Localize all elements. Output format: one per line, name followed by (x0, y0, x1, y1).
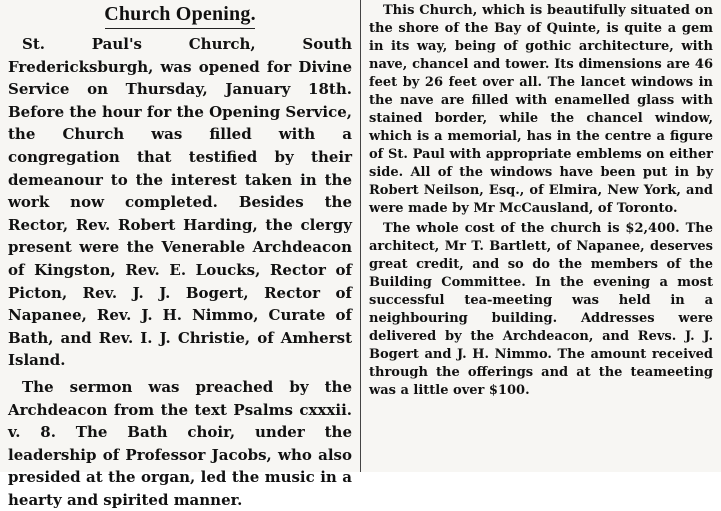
headline-underline (105, 28, 255, 29)
left-column (0, 0, 360, 509)
article-headline: Church Opening. (104, 3, 256, 25)
right-column (361, 0, 721, 472)
right-paragraph-1: This Church, which is beautifully situated on the shore of the Bay of Quinte, is quite a gem in its way, being of gothic architecture, with nave, chancel and tower. Its dimensions are 46 feet by 26 feet over all. The lancet windows in the nave are filled with enamelled glass with stained border, while the chancel window, which is a memorial, has in the centre a figure of St. Paul with appropriate emblems on either side. All of the windows have been put in by Robert Neilson, Esq., of Elmira, New York, and were made by Mr McCausland, of Toronto. (369, 3, 713, 216)
left-paragraph-2: The sermon was preached by the Archdeacon from the text Psalms cxxxii. v. 8. The Bath choir, under the leadership of Professor Jacobs, who also presided at the organ, led the music in a hearty and spirited manner. (8, 377, 352, 509)
right-paragraph-2: The whole cost of the church is $2,400. The architect, Mr T. Bartlett, of Napanee, deserves great credit, and so do the members of the Building Committee. In the evening a most successful tea-meeting was held in a neighbouring building. Addresses were delivered by the Archdeacon, and Revs. J. J. Bogert and J. H. Nimmo. The amount received through the offerings and at the teameeting was a little over $100. (369, 221, 713, 398)
left-paragraph-1: St. Paul's Church, South Fredericksburgh, was opened for Divine Service on Thursday, January 18th. Before the hour for the Opening Service, the Church was filled with a congregation that testified by their demeanour to the interest taken in the work now completed. Besides the Rector, Rev. Robert Harding, the clergy present were the Venerable Archdeacon of Kingston, Rev. E. Loucks, Rector of Picton, Rev. J. J. Bogert, Rector of Napanee, Rev. J. H. Nimmo, Curate of Bath, and Rev. I. J. Christie, of Amherst Island. (8, 35, 352, 370)
